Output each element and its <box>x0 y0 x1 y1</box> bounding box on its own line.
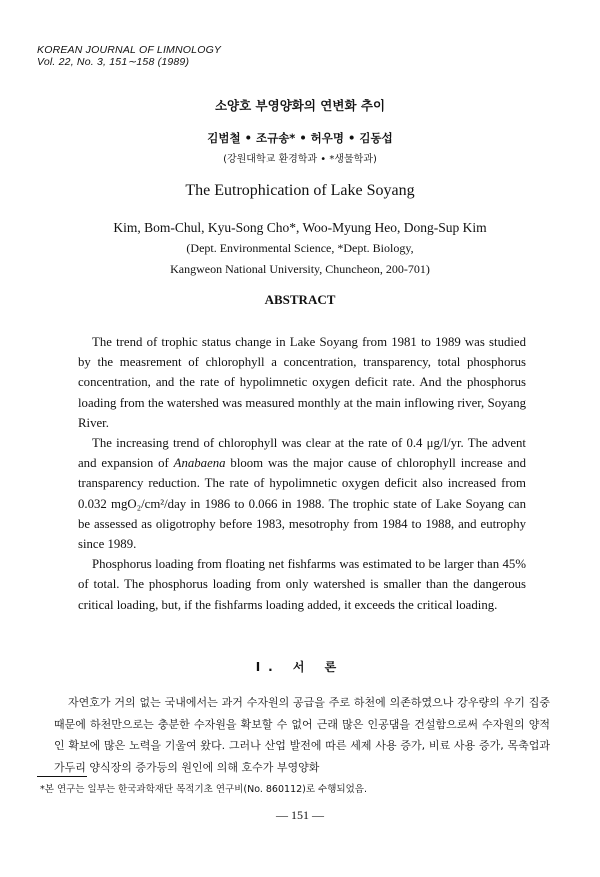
abstract-body <box>78 332 526 615</box>
introduction-body <box>54 692 550 778</box>
abstract-paragraph-3: Phosphorus loading from floating net fishfarms was estimated to be larger than 45% of total. The phosphorus loading from only watershed is smaller than the dangerous critical loading, but, if the fishfarms loading added, it exceeds the critical loading. <box>78 557 526 612</box>
introduction-heading: I. 서 론 <box>255 660 345 674</box>
english-affiliation <box>0 238 600 280</box>
footnote: *본 연구는 일부는 한국과학재단 목적기초 연구비(No. 860112)로 수행되었음. <box>40 784 367 795</box>
abstract-paragraph-1: The trend of trophic status change in Lake Soyang from 1981 to 1989 was studied by the measrement of chlorophyll a concentration, transparency, total phosphorus concentration, and the rate of hypolimnetic oxygen deficit rate. And the phosphorus loading from the watershed was measured monthly at the main inflowing river, Soyang River. <box>78 335 526 430</box>
english-affiliation-line1: (Dept. Environmental Science, *Dept. Biology, <box>186 241 414 255</box>
abstract-heading: ABSTRACT <box>264 292 336 307</box>
korean-title: 소양호 부영양화의 연변화 추이 <box>214 98 386 113</box>
english-authors: Kim, Bom-Chul, Kyu-Song Cho*, Woo-Myung Heo, Dong-Sup Kim <box>113 220 487 235</box>
english-affiliation-line2: Kangweon National University, Chuncheon, 200-701) <box>170 262 430 276</box>
footnote-divider <box>37 776 87 777</box>
korean-affiliation: (강원대학교 환경학과 • *생물학과) <box>223 154 377 165</box>
page-number: — 151 — <box>276 808 324 822</box>
abstract-p2-post: bloom was the major cause of chlorophyll increase and transparency reduction. The rate of hypolimnetic oxygen deficit also increased from 0.032 mgO₂/cm²/day in 1986 to 0.066 in 1988. The trophic state of Lake Soyang can be assessed as oligotrophy before 1983, mesotrophy from 1984 to 1988, and eutrophy since 1989. <box>78 456 526 552</box>
abstract-p2-pre: The increasing trend of chlorophyll was clear at the rate of 0.4 μg/l/yr. The advent and expansion of <box>78 436 526 471</box>
abstract-paragraph-2 <box>78 433 526 554</box>
journal-issue: Vol. 22, No. 3, 151∼158 (1989) <box>37 56 190 68</box>
journal-name: KOREAN JOURNAL OF LIMNOLOGY <box>37 44 222 56</box>
introduction-paragraph: 자연호가 거의 없는 국내에서는 과거 수자원의 공급을 주로 하천에 의존하였으나 강우량의 우기 집중때문에 하천만으로는 충분한 수자원을 확보할 수 없어 근래 많은 인공댐을 건설함으로써 수자원의 양적인 확보에 많은 노력을 기울여 왔다. 그러나 산업 발전에 따른 세제 사용 증가, 비료 사용 증가, 목축업과 가두리 양식장의 증가등의 원인에 의해 호수가 부영양화 <box>54 696 550 774</box>
abstract-p2-genus: Anabaena <box>173 456 226 471</box>
korean-authors: 김범철 • 조규송* • 허우명 • 김동섭 <box>207 131 393 145</box>
journal-header <box>37 44 221 68</box>
english-title: The Eutrophication of Lake Soyang <box>185 182 415 199</box>
